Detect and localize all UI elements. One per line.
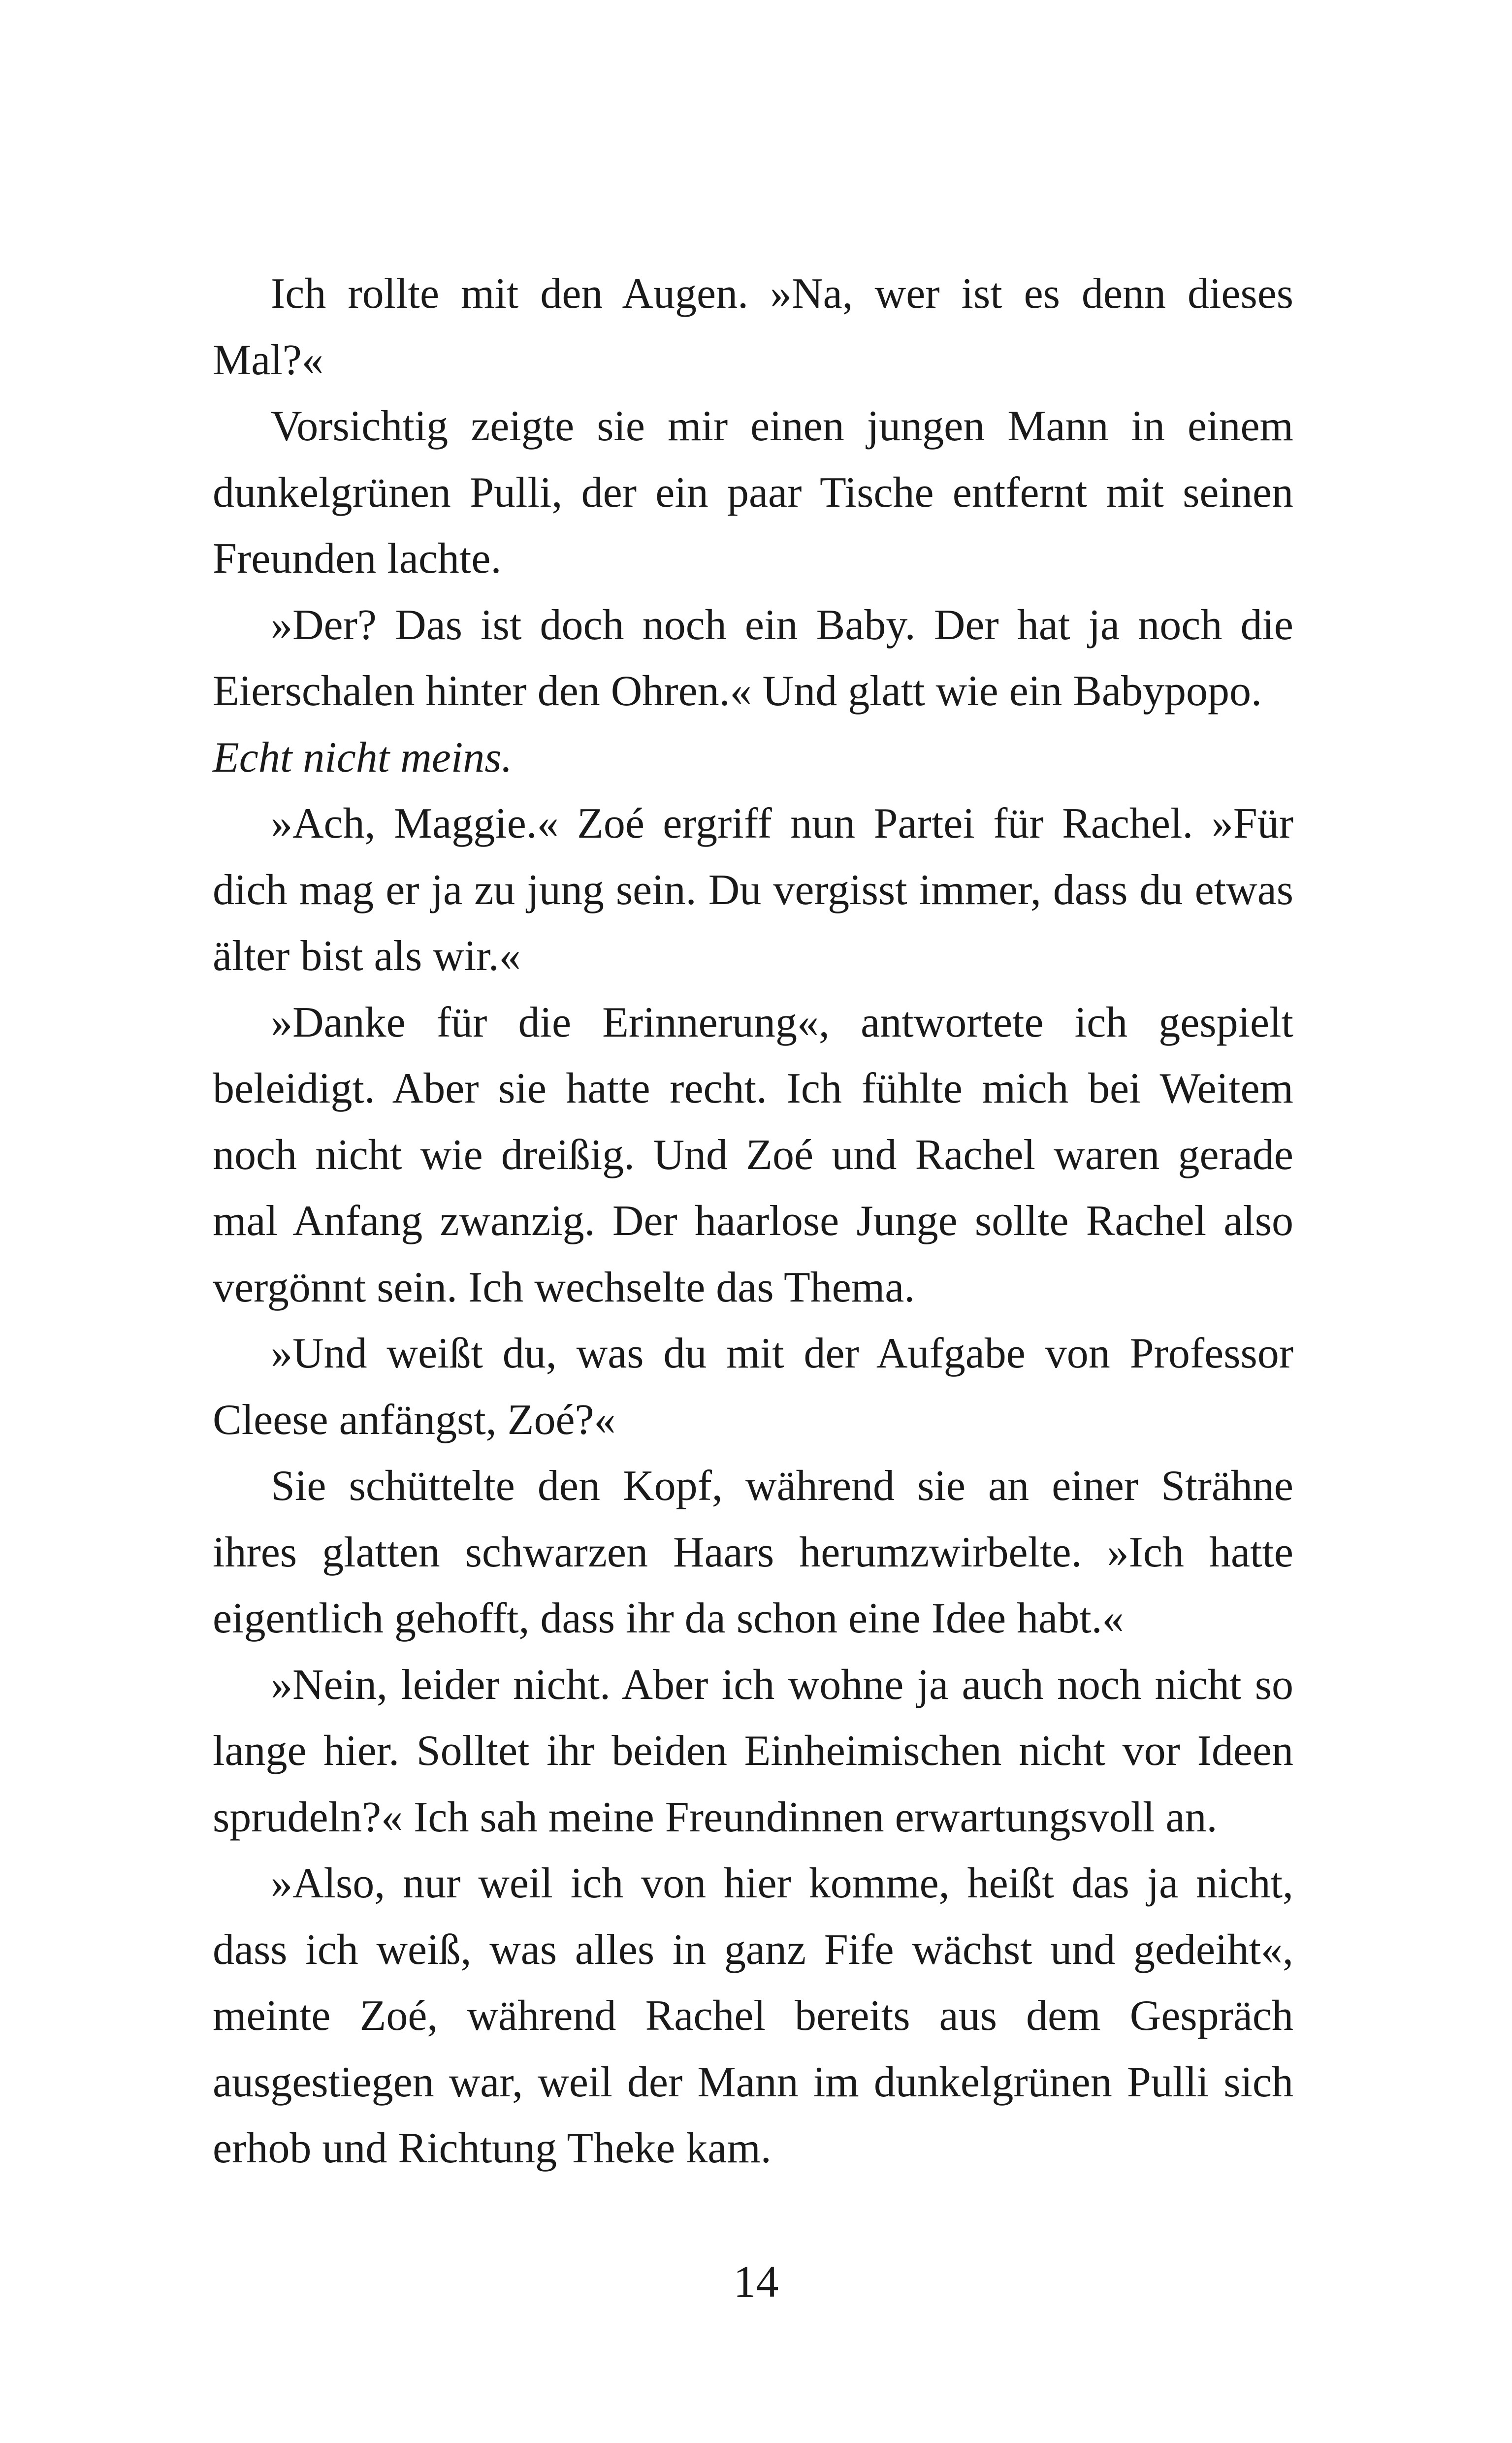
body-text — [213, 261, 1293, 2182]
paragraph: Vorsichtig zeigte sie mir einen jungen Mann in einem dunkelgrünen Pulli, der ein paar Tische entfernt mit seinen Freunden lachte. — [213, 402, 1293, 583]
paragraph: »Ach, Maggie.« Zoé ergriff nun Partei für Rachel. »Für dich mag er ja zu jung sein. Du vergisst immer, dass du etwas älter bist als wir.« — [213, 800, 1293, 980]
paragraph: »Und weißt du, was du mit der Aufgabe von Professor Cleese anfängst, Zoé?« — [213, 1330, 1293, 1444]
page-number: 14 — [733, 2256, 779, 2307]
paragraph: »Der? Das ist doch noch ein Baby. Der hat ja noch die Eierschalen hinter den Ohren.« Und glatt wie ein Babypopo. — [213, 601, 1293, 715]
paragraph: »Also, nur weil ich von hier komme, heißt das ja nicht, dass ich weiß, was alles in ganz Fife wächst und gedeiht«, meinte Zoé, während Rachel bereits aus dem Gespräch ausgestiegen war, weil der Mann im dunkelgrünen Pulli sich erhob und Richtung Theke kam. — [213, 1859, 1293, 2172]
paragraph: Sie schüttelte den Kopf, während sie an einer Strähne ihres glatten schwarzen Haars herumzwirbelte. »Ich hatte eigentlich gehofft, dass ihr da schon eine Idee habt.« — [213, 1462, 1293, 1642]
paragraph: »Danke für die Erinnerung«, antwortete ich gespielt beleidigt. Aber sie hatte recht. Ich fühlte mich bei Weitem noch nicht wie dreißig. Und Zoé und Rachel waren gerade mal Anfang zwanzig. Der haarlose Junge sollte Rachel also vergönnt sein. Ich wechselte das Thema. — [213, 998, 1293, 1311]
italic-thought: Echt nicht meins. — [213, 733, 513, 782]
paragraph: »Nein, leider nicht. Aber ich wohne ja auch noch nicht so lange hier. Solltet ihr beiden Einheimischen nicht vor Ideen sprudeln?« Ich sah meine Freundinnen erwartungsvoll an. — [213, 1661, 1293, 1841]
paragraph: Ich rollte mit den Augen. »Na, wer ist es denn dieses Mal?« — [213, 270, 1293, 384]
